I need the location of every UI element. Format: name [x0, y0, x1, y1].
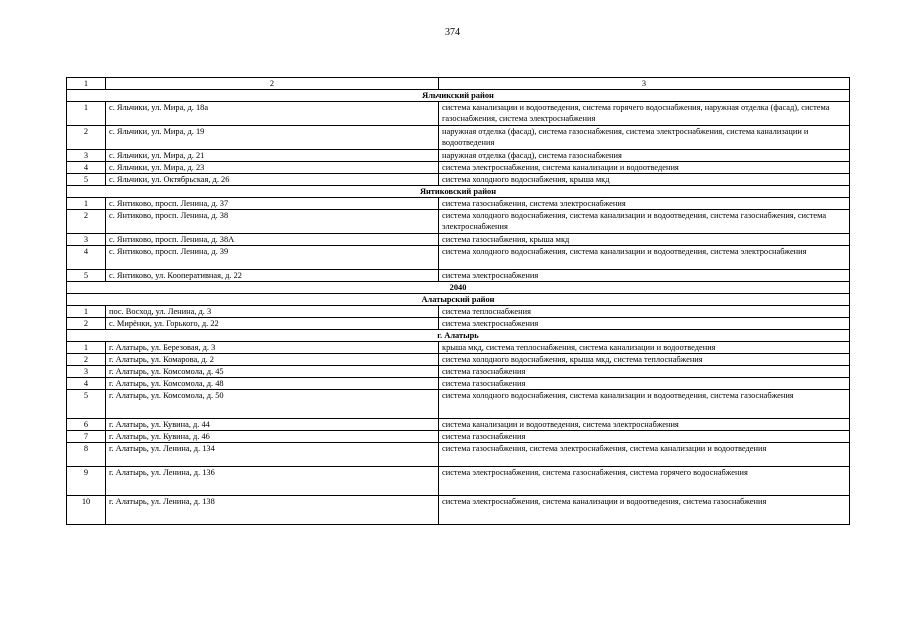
row-address: г. Алатырь, ул. Ленина, д. 138: [106, 496, 439, 525]
row-address: г. Алатырь, ул. Комсомола, д. 50: [106, 390, 439, 419]
row-works: система канализации и водоотведения, система горячего водоснабжения, наружная отделка (фасад), система газоснабжения, система электроснабжения: [439, 102, 850, 126]
section-title: Яльчикский район: [67, 90, 850, 102]
row-number: 1: [67, 306, 106, 318]
section-row: [67, 330, 850, 342]
row-works: система холодного водоснабжения, система канализации и водоотведения, система газоснабжения, система электроснабжения: [439, 210, 850, 234]
row-number: 5: [67, 174, 106, 186]
section-row: [67, 294, 850, 306]
table-row: [67, 306, 850, 318]
row-number: 3: [67, 150, 106, 162]
row-address: с. Яльчики, ул. Мира, д. 23: [106, 162, 439, 174]
section-title: г. Алатырь: [67, 330, 850, 342]
row-works: система электроснабжения, система канализации и водоотведения, система газоснабжения: [439, 496, 850, 525]
row-address: с. Мирёнки, ул. Горького, д. 22: [106, 318, 439, 330]
row-address: г. Алатырь, ул. Комарова, д. 2: [106, 354, 439, 366]
row-number: 3: [67, 366, 106, 378]
row-works: система газоснабжения, система электроснабжения, система канализации и водоотведения: [439, 443, 850, 467]
table-row: [67, 102, 850, 126]
section-row: [67, 282, 850, 294]
row-address: с. Янтиково, просп. Ленина, д. 38А: [106, 234, 439, 246]
header-col-address: 2: [106, 78, 439, 90]
row-address: с. Янтиково, ул. Кооперативная, д. 22: [106, 270, 439, 282]
row-number: 2: [67, 210, 106, 234]
row-number: 1: [67, 342, 106, 354]
row-works: система газоснабжения: [439, 378, 850, 390]
table-row: [67, 210, 850, 234]
row-number: 10: [67, 496, 106, 525]
row-works: система газоснабжения, система электроснабжения: [439, 198, 850, 210]
row-works: система холодного водоснабжения, система канализации и водоотведения, система электроснабжения: [439, 246, 850, 270]
row-number: 2: [67, 318, 106, 330]
row-number: 2: [67, 126, 106, 150]
row-address: с. Янтиково, просп. Ленина, д. 39: [106, 246, 439, 270]
table-row: [67, 162, 850, 174]
row-works: система теплоснабжения: [439, 306, 850, 318]
row-works: система электроснабжения, система канализации и водоотведения: [439, 162, 850, 174]
row-number: 8: [67, 443, 106, 467]
row-number: 6: [67, 419, 106, 431]
table-body: [67, 78, 850, 525]
row-number: 4: [67, 162, 106, 174]
row-works: система холодного водоснабжения, крыша мкд, система теплоснабжения: [439, 354, 850, 366]
row-works: система газоснабжения, крыша мкд: [439, 234, 850, 246]
row-address: с. Яльчики, ул. Октябрьская, д. 26: [106, 174, 439, 186]
table-row: [67, 390, 850, 419]
row-works: система электроснабжения, система газоснабжения, система горячего водоснабжения: [439, 467, 850, 496]
row-works: система газоснабжения: [439, 366, 850, 378]
page-number: 374: [445, 27, 460, 38]
row-works: наружная отделка (фасад), система газоснабжения: [439, 150, 850, 162]
section-title: Алатырский район: [67, 294, 850, 306]
table-header-row: [67, 78, 850, 90]
header-col-number: 1: [67, 78, 106, 90]
row-address: г. Алатырь, ул. Кувина, д. 44: [106, 419, 439, 431]
row-address: г. Алатырь, ул. Ленина, д. 136: [106, 467, 439, 496]
row-works: наружная отделка (фасад), система газоснабжения, система электроснабжения, система канализации и водоотведения: [439, 126, 850, 150]
row-number: 1: [67, 198, 106, 210]
table-row: [67, 270, 850, 282]
table-row: [67, 234, 850, 246]
row-works: крыша мкд, система теплоснабжения, система канализации и водоотведения: [439, 342, 850, 354]
table-row: [67, 378, 850, 390]
section-title: 2040: [67, 282, 850, 294]
table-row: [67, 318, 850, 330]
table-row: [67, 354, 850, 366]
row-number: 5: [67, 270, 106, 282]
header-col-works: 3: [439, 78, 850, 90]
row-number: 5: [67, 390, 106, 419]
table-row: [67, 150, 850, 162]
row-address: с. Яльчики, ул. Мира, д. 18а: [106, 102, 439, 126]
row-works: система холодного водоснабжения, крыша мкд: [439, 174, 850, 186]
row-works: система газоснабжения: [439, 431, 850, 443]
works-table: [66, 77, 850, 525]
row-number: 4: [67, 246, 106, 270]
table-row: [67, 366, 850, 378]
section-row: [67, 90, 850, 102]
row-address: г. Алатырь, ул. Березовая, д. 3: [106, 342, 439, 354]
table-row: [67, 342, 850, 354]
table-row: [67, 126, 850, 150]
row-address: пос. Восход, ул. Ленина, д. 3: [106, 306, 439, 318]
row-number: 4: [67, 378, 106, 390]
row-number: 7: [67, 431, 106, 443]
row-number: 3: [67, 234, 106, 246]
row-number: 1: [67, 102, 106, 126]
row-address: с. Янтиково, просп. Ленина, д. 38: [106, 210, 439, 234]
row-address: с. Яльчики, ул. Мира, д. 21: [106, 150, 439, 162]
table-row: [67, 246, 850, 270]
row-number: 2: [67, 354, 106, 366]
table-row: [67, 443, 850, 467]
table-row: [67, 431, 850, 443]
table-row: [67, 496, 850, 525]
row-address: г. Алатырь, ул. Ленина, д. 134: [106, 443, 439, 467]
row-address: г. Алатырь, ул. Комсомола, д. 48: [106, 378, 439, 390]
table-row: [67, 467, 850, 496]
row-address: г. Алатырь, ул. Кувина, д. 46: [106, 431, 439, 443]
row-works: система холодного водоснабжения, система канализации и водоотведения, система газоснабжения: [439, 390, 850, 419]
row-works: система канализации и водоотведения, система электроснабжения: [439, 419, 850, 431]
table-row: [67, 174, 850, 186]
section-title: Янтиковский район: [67, 186, 850, 198]
table-row: [67, 419, 850, 431]
row-works: система электроснабжения: [439, 270, 850, 282]
section-row: [67, 186, 850, 198]
row-address: г. Алатырь, ул. Комсомола, д. 45: [106, 366, 439, 378]
row-number: 9: [67, 467, 106, 496]
row-address: с. Яльчики, ул. Мира, д. 19: [106, 126, 439, 150]
row-address: с. Янтиково, просп. Ленина, д. 37: [106, 198, 439, 210]
table-row: [67, 198, 850, 210]
row-works: система электроснабжения: [439, 318, 850, 330]
